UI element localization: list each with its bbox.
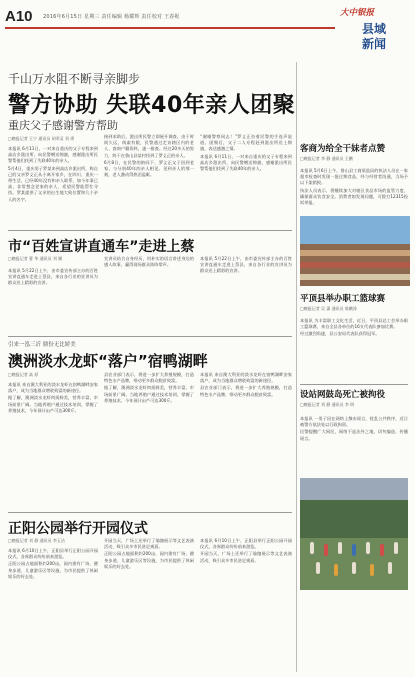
macao-paragraph: 县农业部门表示，将进一步扩大养殖规模，打造特色水产品牌，带动更多群众脱贫致富。 [104,372,194,384]
issue-meta: 2016年6月15日 星期三 责任编辑 杨耀辉 责任校对 王春妮 [43,14,180,20]
right-top-headline: 客商为给全干妹者点赞 [300,144,386,154]
right-top-byline: □晚报记者 李 静 通讯员 王鹏 [300,156,353,161]
header-rule [5,27,335,29]
photo-person [380,544,384,556]
right-bottom-paragraph: 本报讯 一男子因在网络上散布谣言，扰乱公共秩序，近日被警方依法处以行政拘留。 [300,416,408,428]
main-column-2 [104,134,194,224]
mid-headline: 市“百姓宣讲直通车”走进上蔡 [8,239,195,255]
park-paragraph: 本报讯 6月10日上午，正阳县举行正阳公园开园仪式，各界群众纷纷前来游览。 [200,538,292,550]
right-middle-headline: 平顶县举办职工篮球赛 [300,294,386,304]
photo-person [352,562,356,574]
macao-paragraph: 本报讯 来自澳大利亚的淡水龙虾在宿鸭湖畔安家落户，成为当地群众增收致富的新途径。 [8,382,98,394]
macao-column-1 [8,382,98,504]
macao-byline: □晚报记者 高 原 [8,372,39,377]
macao-column-3 [200,372,292,504]
right-bottom-paragraph: 民警提醒广大网民，网络不是法外之地，切勿编造、传播谣言。 [300,429,408,441]
park-paragraph: 开园当天，广场上还举行了瑜伽展示等文艺表演活动，吸引众多市民驻足观看。 [200,551,292,563]
right-bottom-body [300,416,408,474]
park-paragraph: 正阳公园占地面积约200亩，园内建有广场、健身步道、儿童游乐区等设施，为市民提供了休闲娱乐的好去处。 [104,551,194,569]
section-rule [300,384,408,385]
park-column-3 [200,538,292,672]
photo-person [370,564,374,576]
park-headline: 正阳公园举行开园仪式 [8,521,148,537]
mid-column-1 [8,268,98,330]
photo-person [388,562,392,574]
main-paragraph: 接到求助后，派出所民警立即展开调查。由于时间久远，线索有限，民警通过走访辖区内的老人、查询户籍资料，逐一排查。经过20多天的努力，终于在鲁山县某村找到了罗义正的亲人。 [104,134,194,158]
park-byline: □晚报记者 刘 静 通讯员 李玉洁 [8,538,65,543]
photo-band [300,274,410,280]
park-paragraph: 开园当天，广场上还举行了瑜伽展示等文艺表演活动，吸引众多市民驻足观看。 [104,538,194,550]
macao-paragraph: 本报讯 来自澳大利亚的淡水龙虾在宿鸭湖畔安家落户，成为当地群众增收致富的新途径。 [200,372,292,384]
right-middle-paragraph: 经过激烈角逐，县公安局代表队获得冠军。 [300,331,380,337]
main-kicker: 千山万水阻不断寻亲脚步 [8,72,141,86]
right-middle-body [300,318,408,378]
macao-headline: 澳洲淡水龙虾“落户”宿鸭湖畔 [8,352,208,370]
photo-person [316,562,320,574]
section-rule [8,512,292,513]
main-headline: 警方协助 失联40年亲人团聚 [8,93,296,118]
section-title: 县域新闻 [362,22,387,51]
macao-column-2 [104,372,194,504]
macao-kicker: 引来一泓三沂 鼎份无比娇美 [8,342,76,348]
mid-paragraph: 本报讯 5月22日上午，由市委宣传部主办的百姓宣讲直通车走进上蔡县，来自各行业的宣讲员为群众送上精彩的宣讲。 [8,268,98,286]
right-middle-byline: □晚报记者 吴 潇 通讯员 陈鹏涛 [300,306,357,311]
photo-person [366,542,370,554]
park-paragraph: 正阳公园占地面积约200亩，园内建有广场、健身步道、儿童游乐区等设施，为市民提供了休闲娱乐的好去处。 [8,561,98,579]
main-paragraph: 本报讯 6月11日，一对来自重庆的父子专程来到高店乡派出所，向民警赠送锦旗，感谢派出所民警帮他们找到了失联40年的亲人。 [8,146,98,164]
photo-person [394,542,398,554]
photo-person [338,542,342,554]
photo-trees [300,500,408,538]
main-paragraph: 6月8日，在民警的陪同下，罗义正父子回到老家，与分别40年的亲人相见。见到亲人的那一刻，老人激动得热泪盈眶。 [104,159,194,178]
main-byline: □晚报记者 王宁 通讯员 胡翠灵 刘 勇 [8,136,75,141]
main-paragraph: “谢谢警察同志！”罗义正拉着民警的手连声说道。团聚后，父子二人专程赶到派出所送上锦旗，表达感激之情。 [200,134,292,152]
main-paragraph: 5月4日，重庆男子罗某来到高店乡派出所，称自己的父亲罗义正从小离开家乡，在四川、重庆一带生活，已经40年没有和亲人联系，如今年事已高，非常想念老家的亲人，希望民警能帮忙寻找。罗某提供了父亲的出生地大致位置和几个亲人的名字。 [8,165,98,202]
main-subhead: 重庆父子感谢警方帮助 [8,119,118,132]
photo-band [300,262,410,268]
main-column-1 [8,146,98,224]
brand-logo: 大中银报 [340,8,375,18]
right-bottom-headline: 设站网鼓岛死亡被拘役 [300,390,386,400]
photo-sky [300,216,410,244]
yoga-photo [300,478,408,590]
mid-byline: □晚报记者 曹 华 通讯员 刘 娜 [8,256,63,261]
park-paragraph: 本报讯 6月10日上午，正阳县举行正阳公园开园仪式，各界群众纷纷前来游览。 [8,548,98,560]
mid-paragraph: 本报讯 5月22日上午，由市委宣传部主办的百姓宣讲直通车走进上蔡县，来自各行业的宣讲员为群众送上精彩的宣讲。 [200,256,292,274]
photo-band [300,250,410,256]
right-middle-paragraph: 本报讯 为丰富职工文化生活，近日，平顶县总工会举办职工篮球赛，来自全县各单位的16支代表队参加比赛。 [300,318,408,330]
column-divider [296,62,297,672]
right-top-paragraph: 本报讯 5月6日上午，鲁山县工商质监局的执法人员在一家超市检查时发现一批过期食品，经与经营者沟通，当场予以下架销毁。 [300,168,408,186]
mid-column-2 [104,256,194,330]
macao-paragraph: 据了解，澳洲淡水龙虾肉质鲜美，营养丰富，市场前景广阔。当地养殖户通过技术培训，掌握了养殖技术，今年预计亩产可达300斤。 [8,395,98,413]
page-number: A10 [5,8,33,25]
mid-column-3 [200,256,292,330]
page-header [0,0,415,58]
section-rule [8,336,292,337]
basketball-photo [300,216,410,286]
macao-paragraph: 据了解，澳洲淡水龙虾肉质鲜美，营养丰富，市场前景广阔。当地养殖户通过技术培训，掌握了养殖技术，今年预计亩产可达300斤。 [104,385,194,403]
park-column-1 [8,548,98,672]
park-column-2 [104,538,194,672]
right-top-body [300,168,408,214]
mid-paragraph: 宣讲员结合自身经历，用朴实的语言讲述身边的感人故事，赢得现场群众阵阵掌声。 [104,256,194,268]
photo-person [324,544,328,556]
right-bottom-byline: □晚报记者 刘 静 通讯员 李 明 [300,402,355,407]
macao-paragraph: 县农业部门表示，将进一步扩大养殖规模，打造特色水产品牌，带动更多群众脱贫致富。 [200,385,292,397]
right-top-paragraph: 执法人员表示，将继续加大对辖区食品市场的监管力度，确保群众饮食安全。消费者如发现问题，可拨打12315投诉举报。 [300,187,408,206]
photo-person [310,542,314,554]
photo-person [352,544,356,556]
main-paragraph: 本报讯 6月11日，一对来自重庆的父子专程来到高店乡派出所，向民警赠送锦旗，感谢派出所民警帮他们找到了失联40年的亲人。 [200,153,292,172]
section-rule [8,230,292,231]
photo-person [334,564,338,576]
main-column-3 [200,134,292,224]
